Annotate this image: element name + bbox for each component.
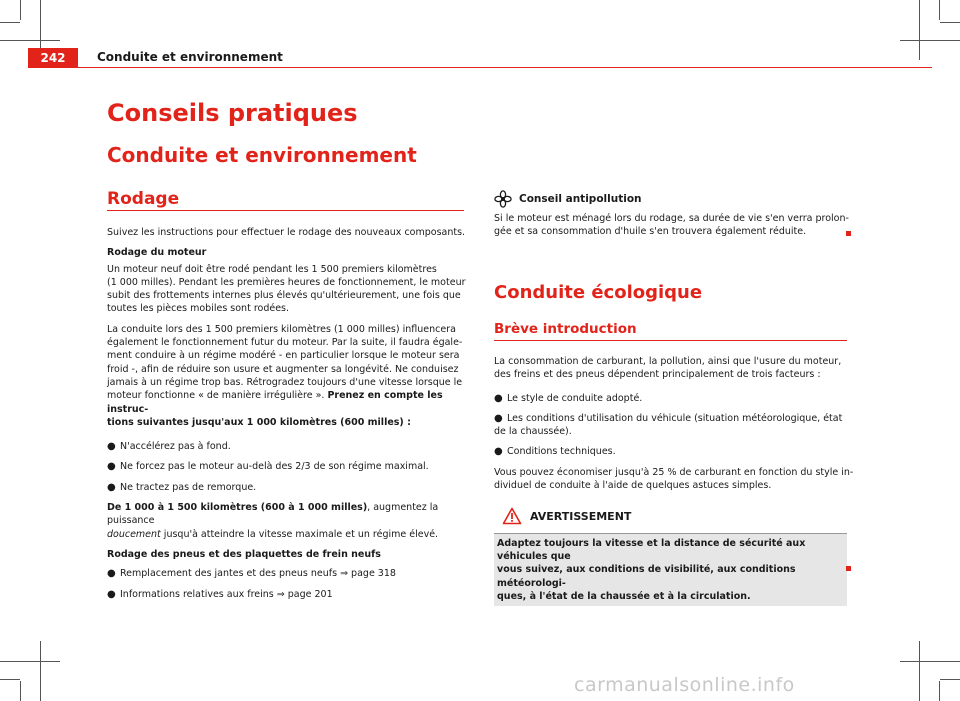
- rodage-rule: [107, 210, 464, 211]
- cross-reference-link[interactable]: Informations relatives aux freins ⇒ page 201: [120, 588, 333, 600]
- text-line: jamais à un régime trop bas. Rétrogradez toujours d'une vitesse lorsque le: [107, 376, 463, 388]
- flower-icon: [494, 190, 512, 208]
- end-of-section-mark: [846, 566, 851, 571]
- text-line: La conduite lors des 1 500 premiers kilomètres (1 000 milles) influencera: [107, 323, 456, 335]
- text-line: Vous pouvez économiser jusqu'à 25 % de carburant en fonction du style in-: [494, 466, 854, 478]
- rodage-heading: Rodage: [107, 189, 180, 209]
- warning-text: [494, 534, 847, 606]
- crop-mark: [919, 641, 920, 701]
- list-item-text: Le style de conduite adopté.: [507, 392, 643, 404]
- tip-text: [494, 212, 854, 239]
- moteur-paragraph: [107, 263, 467, 316]
- end-of-section-mark: [846, 231, 851, 236]
- warning-triangle-icon: [502, 507, 522, 525]
- tip-header: [494, 190, 642, 208]
- text-line: jusqu'à atteindre la vitesse maximale et un régime élevé.: [160, 528, 439, 540]
- list-item-text: Conditions techniques.: [507, 446, 616, 458]
- text-line: Si le moteur est ménagé lors du rodage, sa durée de vie s'en verra prolon-: [494, 213, 849, 224]
- text-line: (1 000 milles). Pendant les premières heures de fonctionnement, le moteur: [107, 276, 466, 288]
- bullet-icon: ●: [107, 481, 116, 493]
- list-item: [107, 440, 467, 453]
- warning-header: [494, 505, 847, 527]
- right-column: [494, 355, 854, 499]
- bullet-icon: ●: [107, 568, 116, 580]
- text-italic: doucement: [107, 528, 161, 540]
- list-item: [107, 460, 467, 473]
- crop-mark: [0, 679, 20, 680]
- text-line: des freins et des pneus dépendent principalement de trois facteurs :: [494, 369, 821, 381]
- cross-reference-link[interactable]: Remplacement des jantes et des pneus neufs ⇒ page 318: [120, 568, 396, 580]
- left-column: [107, 226, 467, 608]
- rodage-intro: Suivez les instructions pour effectuer le rodage des nouveaux composants.: [107, 227, 466, 238]
- text-bold: Prenez en compte les instruc-: [107, 390, 443, 415]
- list-item: [107, 588, 467, 601]
- bullet-icon: ●: [107, 441, 116, 453]
- crop-mark: [939, 681, 940, 701]
- eco-heading: Conduite écologique: [494, 282, 703, 303]
- crop-mark: [919, 0, 920, 60]
- text-line: La consommation de carburant, la pollution, ainsi que l'usure du moteur,: [494, 356, 842, 367]
- bullet-icon: ●: [107, 588, 116, 600]
- puissance-paragraph: [107, 501, 467, 541]
- breve-heading: Brève introduction: [494, 321, 637, 337]
- moteur-heading: Rodage du moteur: [107, 247, 207, 259]
- list-item-text: Les conditions d'utilisation du véhicule (situation météorologique, état: [507, 412, 843, 424]
- list-item-text: Ne tractez pas de remorque.: [120, 481, 257, 493]
- crop-mark: [940, 22, 960, 23]
- bullet-icon: ●: [107, 461, 116, 473]
- crop-mark: [900, 661, 960, 662]
- watermark: carmanualsonline.info: [574, 674, 795, 696]
- chapter-title: Conseils pratiques: [107, 99, 358, 127]
- bullet-icon: ●: [494, 412, 503, 424]
- list-item-text: N'accélérez pas à fond.: [120, 441, 231, 453]
- list-item: [494, 445, 854, 458]
- section-title: Conduite et environnement: [107, 143, 417, 167]
- text-line: Adaptez toujours la vitesse et la distance de sécurité aux véhicules que: [497, 538, 806, 563]
- breve-rule: [494, 340, 847, 341]
- text-line: vous suivez, aux conditions de visibilité, aux conditions météorologi-: [497, 564, 796, 589]
- list-item: [494, 392, 854, 405]
- savings-paragraph: [494, 466, 854, 493]
- page-number: 242: [28, 48, 78, 68]
- header-rule: [28, 67, 932, 68]
- crop-mark: [20, 0, 21, 20]
- text-line: également le fonctionnement futur du moteur. Par la suite, il faudra égale-: [107, 337, 463, 349]
- text-bold: tions suivantes jusqu'aux 1 000 kilomètres (600 milles) :: [107, 416, 411, 428]
- crop-mark: [900, 40, 960, 41]
- intro-paragraph: [494, 355, 854, 382]
- crop-mark: [940, 679, 960, 680]
- bullet-icon: ●: [494, 392, 503, 404]
- list-item-continuation: de la chaussée).: [494, 426, 572, 438]
- list-item: [107, 567, 467, 580]
- text-line: toutes les pièces mobiles sont rodées.: [107, 303, 290, 315]
- running-title: Conduite et environnement: [97, 50, 283, 64]
- list-item: [494, 412, 854, 425]
- list-item: [107, 481, 467, 494]
- conduite-paragraph: [107, 323, 467, 429]
- pneus-heading: Rodage des pneus et des plaquettes de frein neufs: [107, 548, 381, 560]
- text-line: moteur fonctionne « de manière irrégulière ».: [107, 390, 328, 402]
- crop-mark: [0, 661, 60, 662]
- crop-mark: [0, 22, 20, 23]
- text-line: dividuel de conduite à l'aide de quelques astuces simples.: [494, 480, 772, 492]
- crop-mark: [40, 641, 41, 701]
- tip-title: Conseil antipollution: [519, 193, 642, 205]
- text-line: froid -, afin de réduire son usure et augmenter sa longévité. Ne conduisez: [107, 363, 459, 375]
- bullet-icon: ●: [494, 446, 503, 458]
- text-line: subit des frottements internes plus élevés qu'ultérieurement, une fois que: [107, 290, 461, 302]
- crop-mark: [939, 0, 940, 20]
- crop-mark: [20, 681, 21, 701]
- text-line: , augmentez la puissance: [107, 502, 439, 527]
- warning-title: AVERTISSEMENT: [530, 509, 632, 523]
- warning-box: [494, 505, 847, 606]
- crop-mark: [0, 40, 60, 41]
- text-line: Un moteur neuf doit être rodé pendant les 1 500 premiers kilomètres: [107, 263, 437, 275]
- text-line: gée et sa consommation d'huile s'en trouvera également réduite.: [494, 226, 807, 238]
- text-line: ques, à l'état de la chaussée et à la circulation.: [497, 590, 751, 602]
- text-line: ment conduire à un régime modéré - en particulier lorsque le moteur sera: [107, 350, 460, 362]
- list-item-text: Ne forcez pas le moteur au-delà des 2/3 de son régime maximal.: [120, 461, 429, 473]
- text-bold: De 1 000 à 1 500 kilomètres (600 à 1 000 milles): [107, 502, 368, 514]
